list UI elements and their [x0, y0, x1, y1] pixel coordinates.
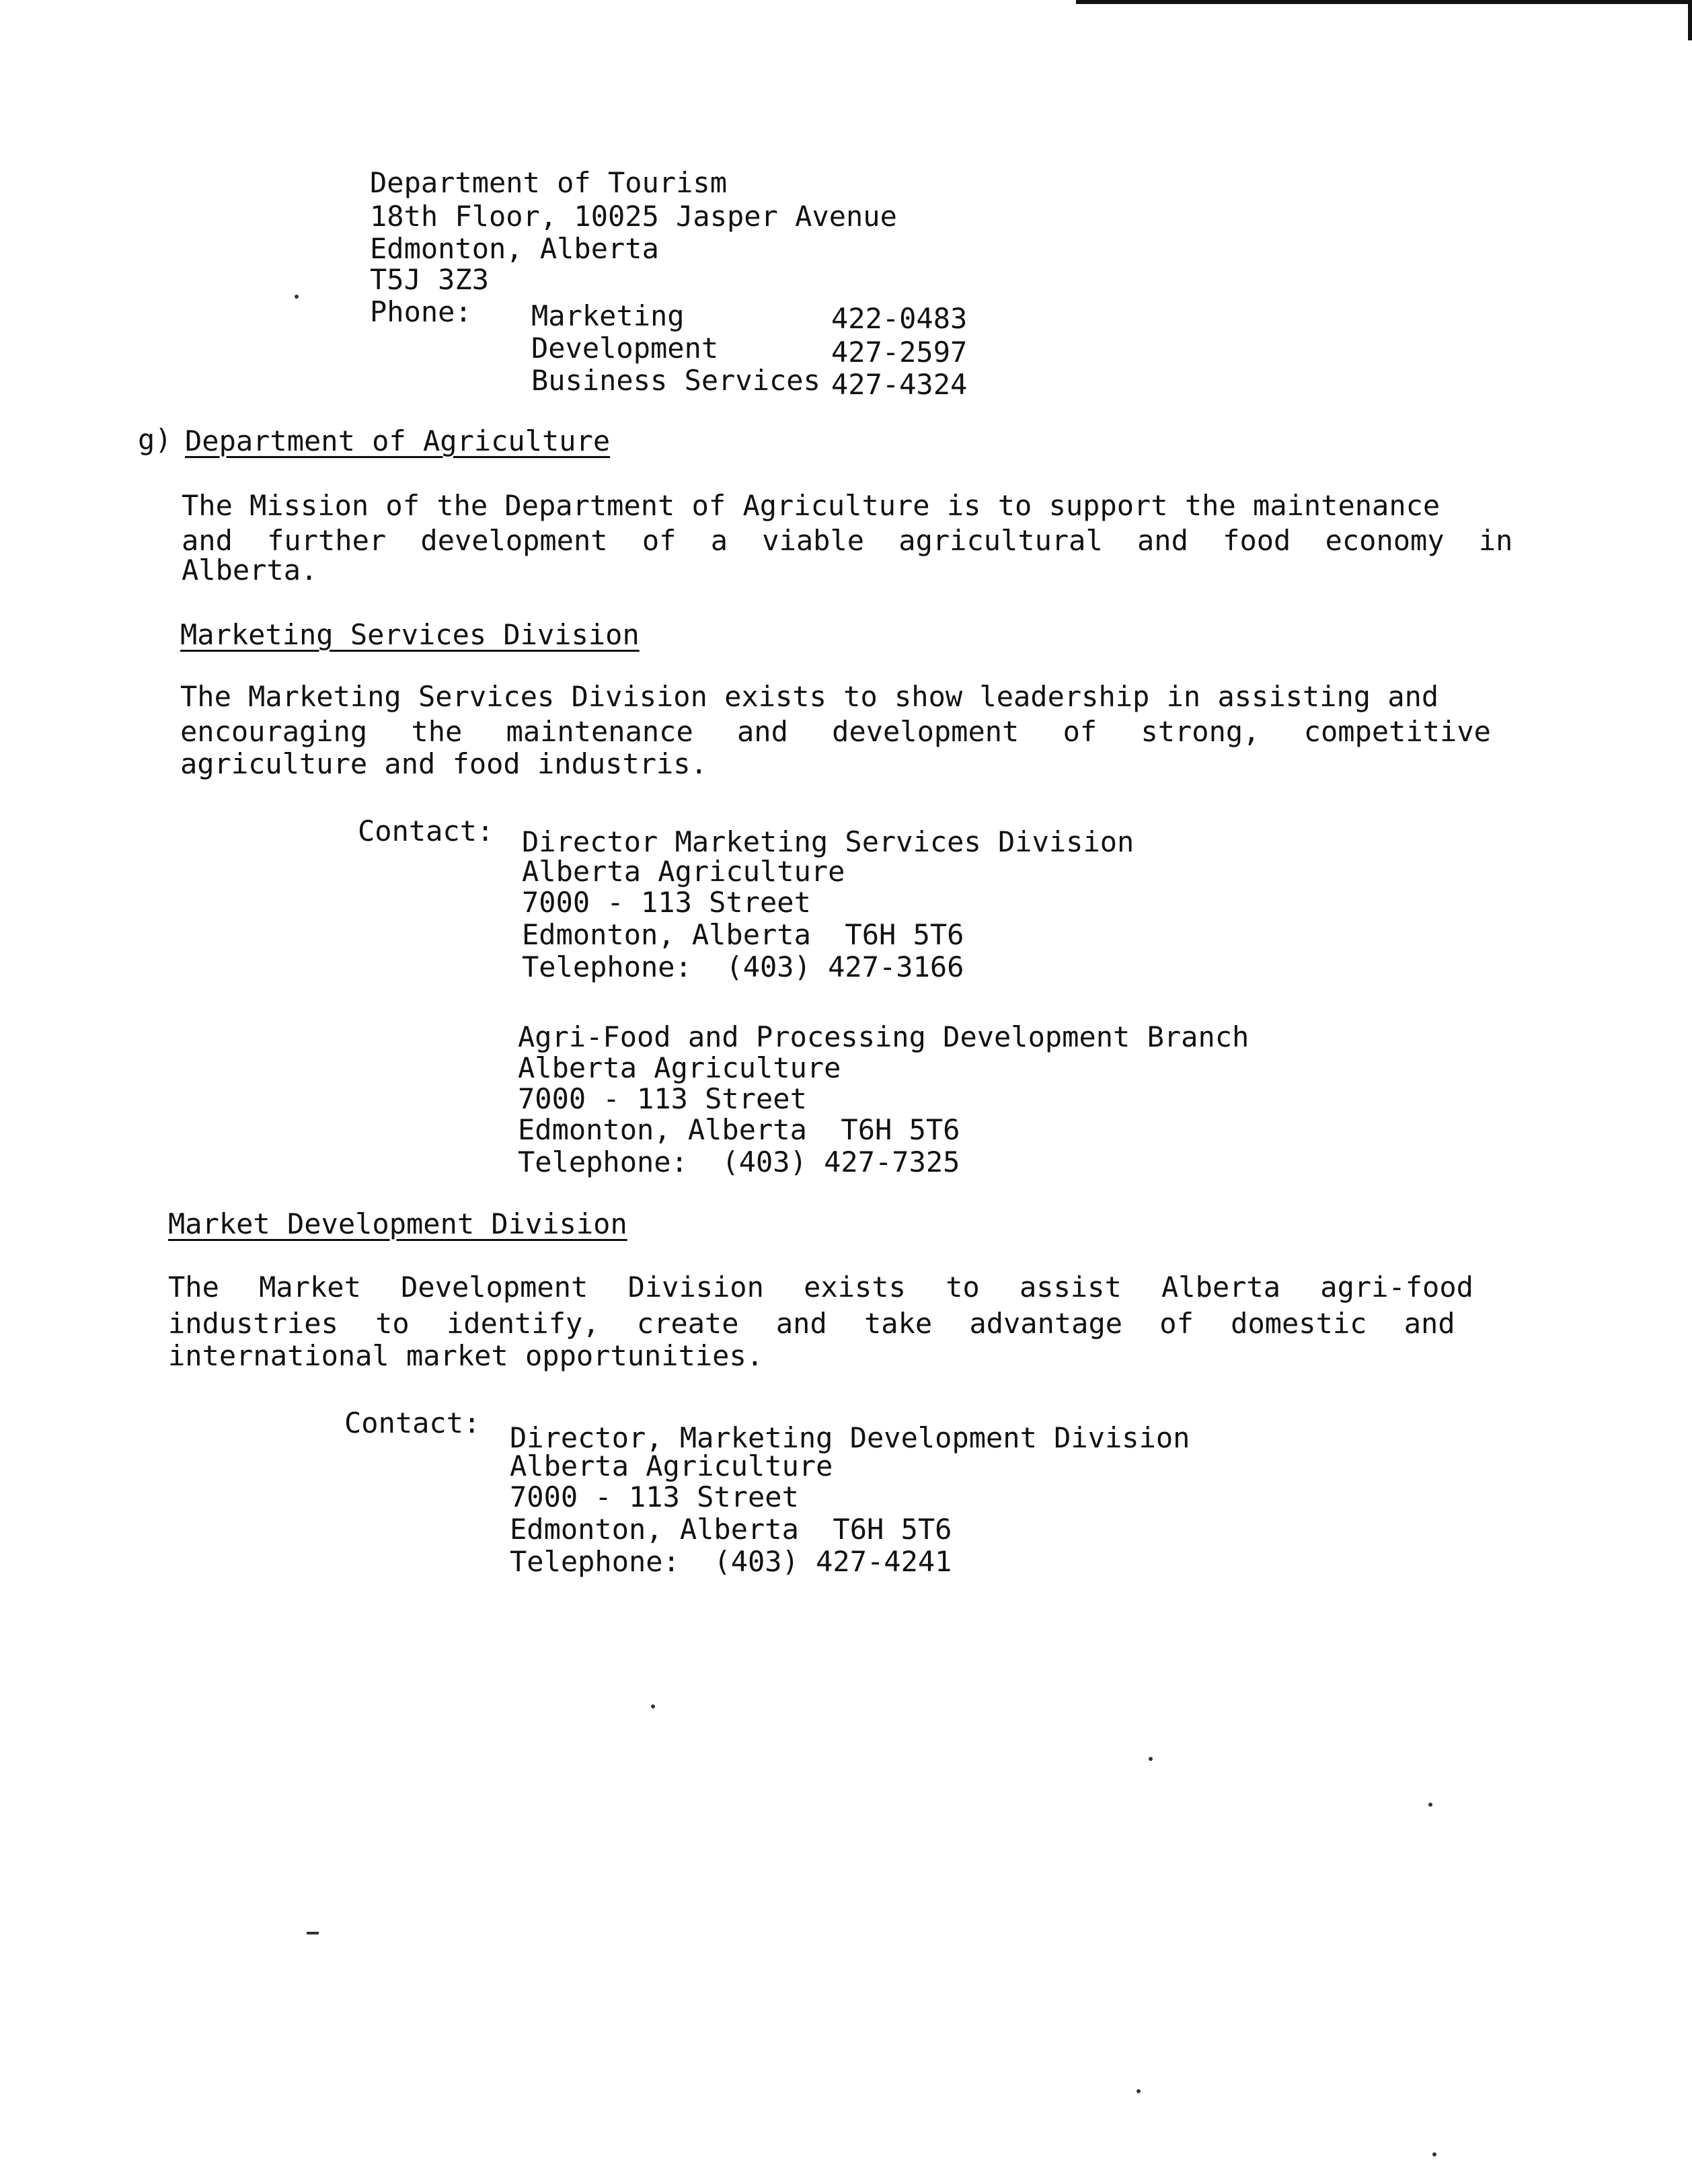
contact1-line1: Director Marketing Services Division: [522, 825, 1135, 858]
contact3-line3: 7000 - 113 Street: [510, 1480, 799, 1513]
market-development-heading: Market Development Division: [168, 1207, 627, 1240]
tourism-phone-label-marketing: Marketing: [531, 299, 685, 332]
market-development-desc-line2: industries to identify, create and take advantage of domestic and: [168, 1307, 1455, 1340]
tourism-postal-code: T5J 3Z3: [370, 263, 490, 296]
tourism-address-line2: Edmonton, Alberta: [370, 232, 659, 265]
tourism-name: Department of Tourism: [370, 166, 728, 199]
scan-dash: [307, 1932, 319, 1934]
contact1-line5: Telephone: (403) 427-3166: [522, 950, 964, 983]
contact3-line5: Telephone: (403) 427-4241: [510, 1545, 952, 1578]
tourism-phone-number-development: 427-2597: [831, 336, 968, 369]
tourism-phone-label-business-services: Business Services: [531, 364, 820, 397]
agriculture-mission-line2: and further development of a viable agricultural and food economy in: [182, 524, 1513, 557]
marketing-services-desc-line1: The Marketing Services Division exists to show leadership in assisting and: [180, 680, 1439, 713]
market-development-desc-line3: international market opportunities.: [168, 1339, 764, 1372]
marketing-services-heading: Marketing Services Division: [180, 618, 640, 651]
scan-speck: [1149, 1757, 1153, 1761]
marketing-services-desc-line2: encouraging the maintenance and development of strong, competitive: [180, 715, 1491, 748]
contact3-line4: Edmonton, Alberta T6H 5T6: [510, 1513, 952, 1546]
tourism-address-line1: 18th Floor, 10025 Jasper Avenue: [370, 200, 897, 233]
contact2-line3: 7000 - 113 Street: [518, 1082, 807, 1115]
marketing-services-desc-line3: agriculture and food industris.: [180, 747, 707, 780]
agriculture-mission-line3: Alberta.: [182, 554, 318, 587]
scan-speck: [651, 1704, 655, 1708]
contact3-line1: Director, Marketing Development Division: [510, 1421, 1190, 1454]
contact2-line1: Agri-Food and Processing Development Branch: [518, 1020, 1249, 1053]
scan-speck: [1432, 2152, 1436, 2156]
contact1-line2: Alberta Agriculture: [522, 855, 845, 888]
scan-speck: [295, 295, 299, 299]
scan-edge-right: [1688, 0, 1692, 40]
tourism-phone-number-business-services: 427-4324: [831, 368, 968, 401]
tourism-phone-label-development: Development: [531, 332, 719, 365]
scan-speck: [1137, 2089, 1141, 2093]
contact3-line2: Alberta Agriculture: [510, 1449, 833, 1482]
market-development-desc-line1: The Market Development Division exists to assist Alberta agri-food: [168, 1271, 1473, 1304]
agriculture-heading: Department of Agriculture: [185, 424, 611, 457]
scan-edge-top: [1076, 0, 1692, 4]
contact1-line4: Edmonton, Alberta T6H 5T6: [522, 918, 964, 951]
agriculture-mission-line1: The Mission of the Department of Agriculture is to support the maintenance: [182, 489, 1440, 522]
contact2-line4: Edmonton, Alberta T6H 5T6: [518, 1113, 960, 1146]
contact1-line3: 7000 - 113 Street: [522, 886, 811, 919]
section-marker: g): [138, 423, 172, 456]
tourism-phone-number-marketing: 422-0483: [831, 302, 968, 335]
marketing-services-contact-label: Contact:: [358, 815, 494, 848]
tourism-phone-label: Phone:: [370, 295, 472, 328]
scan-speck: [1428, 1803, 1432, 1807]
market-development-contact-label: Contact:: [344, 1406, 481, 1439]
contact2-line5: Telephone: (403) 427-7325: [518, 1145, 960, 1178]
contact2-line2: Alberta Agriculture: [518, 1051, 841, 1084]
